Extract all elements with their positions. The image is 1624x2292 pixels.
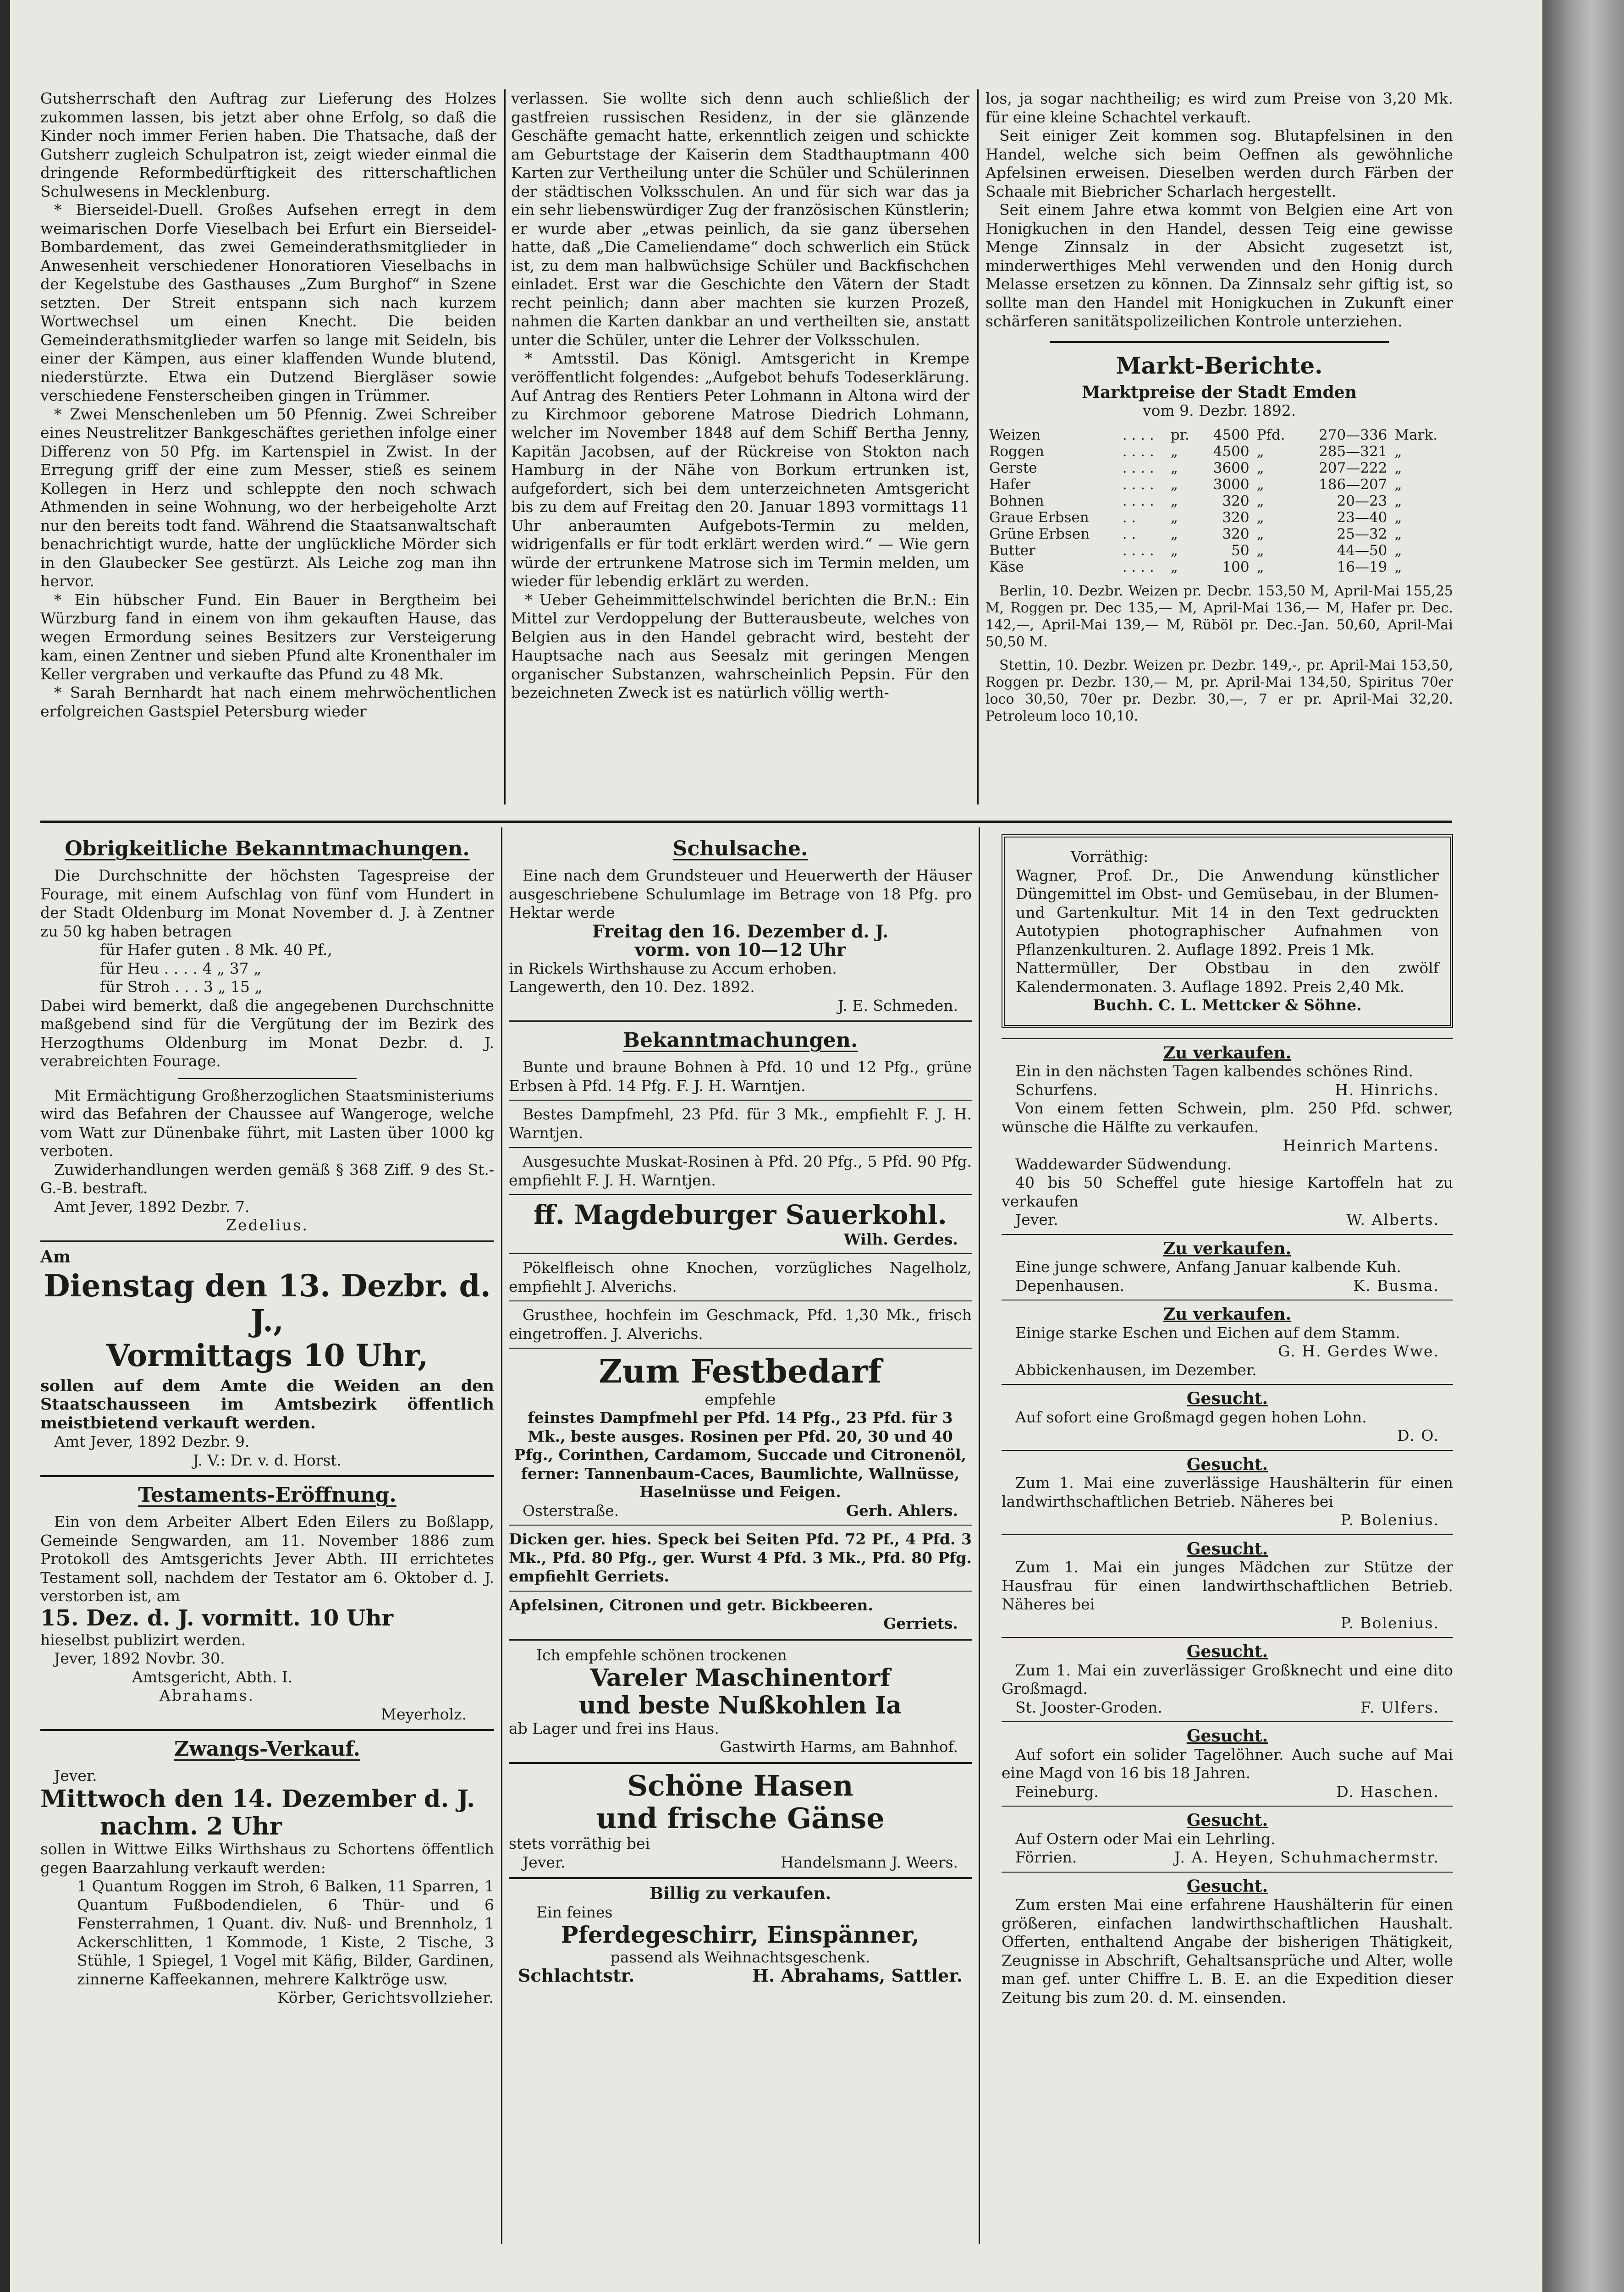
signature: H. Abrahams, Sattler.	[752, 1965, 963, 1986]
signature: Gerriets.	[883, 1614, 958, 1633]
classified-ad	[1002, 1174, 1453, 1229]
market-cell-unit: „	[1256, 525, 1264, 542]
classified-text: Zum 1. Mai ein zuverlässiger Großknecht und eine dito Großmagd.	[1002, 1661, 1453, 1697]
market-cell-price: 44—50	[1337, 542, 1387, 559]
separator	[509, 1020, 972, 1022]
ad-text: Apfelsinen, Citronen und getr. Bickbeeren.	[509, 1596, 873, 1614]
separator	[1002, 1872, 1453, 1873]
place: St. Jooster-Groden.	[1015, 1698, 1162, 1716]
place: Osterstraße.	[523, 1501, 619, 1520]
small-ads-list	[1002, 1038, 1453, 2007]
place: Feineburg.	[1015, 1782, 1099, 1801]
market-cell-qty: 320	[1222, 509, 1250, 526]
ad-text: Ein feines	[536, 1903, 613, 1921]
market-cell-price: 207—222	[1319, 459, 1387, 476]
news-paragraph: * Bierseidel-Duell. Großes Aufsehen erregt in dem weimarischen Dorfe Vieselbach bei Erfurt ein Bierseidel-Bombardement, das zwei Gemeinderathsmitglieder in Anwesenheit verschiedener Honoratioren Vieselbachs in der Kegelstube des Gasthauses „Zum Burghof“ in Szene setzten. Der Streit entspann sich nach kurzem Wortwechsel um einen Knecht. Die beiden Gemeinderathsmitglieder warfen so lange mit Seideln, bis einer der Kämpen, aus einer klaffenden Wunde blutend, niederstürzte. Etwa ein Dutzend Biergläser sowie verschiedene Fensterscheiben gingen in Trümmer.	[40, 201, 496, 404]
notice-text: hieselbst publizirt werden.	[40, 1631, 246, 1649]
classified-text: Einige starke Eschen und Eichen auf dem Stamm.	[1015, 1323, 1400, 1342]
signature: J. A. Heyen, Schuhmachermstr.	[1174, 1848, 1439, 1866]
festbedarf-headline: Zum Festbedarf	[599, 1352, 882, 1391]
school-time: vorm. von 10—12 Uhr	[634, 939, 846, 960]
market-cell-price: 285—321	[1319, 443, 1387, 460]
classified-ad	[1002, 1155, 1453, 1174]
separator	[178, 1078, 357, 1079]
classified-ad	[1002, 1300, 1453, 1361]
market-cell-per: „	[1170, 542, 1178, 559]
ad-text: Bestes Dampfmehl, 23 Pfd. für 3 Mk., empfiehlt F. J. H. Warntjen.	[509, 1105, 972, 1142]
market-cell-dots: . .	[1122, 509, 1136, 526]
signature: Heinrich Martens.	[1283, 1136, 1439, 1154]
classified-ad	[1002, 1450, 1453, 1530]
market-cell-dots: . . . .	[1122, 443, 1154, 460]
market-cell-unit: Pfd.	[1256, 426, 1285, 443]
market-row	[985, 509, 1453, 526]
ad-text: Grusthee, hochfein im Geschmack, Pfd. 1,30 Mk., frisch eingetroffen. J. Alverichs.	[509, 1306, 972, 1343]
market-cell-cur: „	[1394, 459, 1402, 476]
binding-edge	[0, 0, 10, 2292]
ad-subheading: Billig zu verkaufen.	[649, 1884, 831, 1904]
classified-text: Auf sofort eine Großmagd gegen hohen Lohn.	[1015, 1408, 1367, 1426]
classified-heading: Gesucht.	[1186, 1811, 1268, 1830]
classified-heading: Zu verkaufen.	[1163, 1043, 1292, 1063]
separator	[509, 1253, 972, 1254]
classified-signature-line	[1002, 1136, 1453, 1155]
market-cell-per: „	[1170, 492, 1178, 509]
sale-time: nachm. 2 Uhr	[100, 1812, 282, 1840]
market-cell-qty: 4500	[1213, 426, 1250, 443]
classified-signature-line	[1002, 1614, 1453, 1633]
separator	[509, 1591, 972, 1592]
classified-ad	[1002, 1099, 1453, 1155]
classified-text: Auf sofort ein solider Tagelöhner. Auch suche auf Mai eine Magd von 16 bis 18 Jahren.	[1002, 1745, 1453, 1782]
classified-heading: Gesucht.	[1186, 1389, 1268, 1408]
notice-am: Am	[40, 1247, 71, 1267]
pferdegeschirr-headline: Pferdegeschirr, Einspänner,	[561, 1921, 920, 1949]
signature: Gastwirth Harms, am Bahnhof.	[720, 1738, 958, 1756]
place: Schurfens.	[1015, 1080, 1098, 1099]
ad-text: stets vorräthig bei	[509, 1835, 650, 1853]
market-cell-per: „	[1170, 459, 1178, 476]
market-cell-name: Graue Erbsen	[989, 509, 1089, 526]
signature: D. Haschen.	[1336, 1782, 1439, 1801]
market-cell-name: Butter	[989, 542, 1035, 559]
market-row	[985, 526, 1453, 542]
classified-text: Ein in den nächsten Tagen kalbendes schönes Rind.	[1015, 1062, 1413, 1080]
ad-text: Dicken ger. hies. Speck bei Seiten Pfd. 72 Pf., 4 Pfd. 3 Mk., Pfd. 80 Pfg., ger. Wurst 4 Pfd. 3 Mk., Pfd. 80 Pfg. empfiehlt Gerriets.	[509, 1530, 972, 1586]
notice-text: Jever, 1892 Novbr. 30.	[54, 1649, 225, 1668]
market-cell-cur: „	[1394, 476, 1402, 493]
signature: K. Busma.	[1353, 1276, 1439, 1295]
classified-text: Eine junge schwere, Anfang Januar kalbende Kuh.	[1015, 1258, 1401, 1276]
auction-time: Vormittags 10 Uhr,	[106, 1337, 429, 1373]
signature: Wilh. Gerdes.	[843, 1230, 958, 1248]
classified-ad	[1002, 1721, 1453, 1801]
market-cell-qty: 3600	[1213, 459, 1250, 476]
classified-signature-line	[1002, 1427, 1453, 1445]
place: Förrien.	[1015, 1848, 1077, 1866]
market-cell-name: Hafer	[989, 476, 1031, 493]
market-cell-cur: „	[1394, 492, 1402, 509]
market-row	[985, 559, 1453, 575]
separator	[509, 1348, 972, 1349]
ad-place	[509, 1502, 972, 1521]
news-paragraph: verlassen. Sie wollte sich denn auch schließlich der gastfreien russischen Residenz, in der sie glänzende Geschäfte gemacht hatte, erkenntlich zeigen und schickte am Geburtstage der Kaiserin dem Stadthauptmann 400 Karten zur Vertheilung unter die Schüler und Schülerinnen der städtischen Volksschulen. An und für sich war das ja ein sehr liebenswürdiger Zug der französischen Künstlerin; er wurde aber „etwas peinlich, da sie ganz übersehen hatte, daß „Die Cameliendame“ doch schwerlich ein Stück ist, zu dem man halbwüchsige Schüler und Backfischchen einladet. Erst war die Geschichte den Vätern der Stadt recht peinlich; dann aber machten sie kurzen Prozeß, nahmen die Karten dankbar an und vertheilten sie, anstatt unter die Schüler, unter die Lehrer der Volksschulen.	[511, 89, 969, 349]
market-cell-dots: . . . .	[1122, 558, 1154, 575]
market-cell-cur: Mark.	[1394, 426, 1438, 443]
classified-text: Zum ersten Mai eine erfahrene Haushälterin für einen größeren, einfachen landwirthschaftlichen Haushalt. Offerten, enthaltend Angabe der bisherigen Thätigkeit, Zeugnisse in Abschrift, Gehaltsansprüche und Alter, wolle man gef. unter Chiffre L. B. E. an die Expedition dieser Zeitung bis zum 20. d. M. einsenden.	[1002, 1895, 1453, 2006]
market-cell-qty: 3000	[1213, 476, 1250, 493]
ad-text: Bunte und braune Bohnen à Pfd. 10 und 12 Pfg., grüne Erbsen à Pfd. 14 Pfg. F. J. H. Warntjen.	[509, 1058, 972, 1095]
ad-text: Ich empfehle schönen trockenen	[536, 1646, 787, 1664]
notice-text: Die Durchschnitte der höchsten Tagespreise der Fourage, mit einem Aufschlag von fünf vom Hundert in der Stadt Oldenburg im Monat November d. J. à Zentner zu 50 kg haben betragen	[40, 866, 494, 940]
market-stettin: Stettin, 10. Dezbr. Weizen pr. Dezbr. 149,-, pr. April-Mai 153,50, Roggen pr. Dezbr. 130,— M, pr. April-Mai 134,50, Spiritus 70er loco 30,50, 70er pr. Dezbr. 30,—, 7 er pr. April-Mai 32,20. Petroleum loco 10,10.	[985, 657, 1453, 724]
ad-column-3	[1002, 834, 1453, 2246]
fodder-price: für Hafer guten . 8 Mk. 40 Pf.,	[100, 941, 333, 959]
news-paragraph: * Ueber Geheimmittelschwindel berichten die Br.N.: Ein Mittel zur Verdoppelung der Butterausbeute, welches von Belgien aus in den Handel gebracht wird, besteht der Hauptsache nach aus Seesalz mit geringen Mengen organischer Substanzen, wahrscheinlich Pepsin. Für den bezeichneten Zweck ist es natürlich völlig werth-	[511, 590, 969, 701]
market-cell-price: 25—32	[1337, 525, 1387, 542]
market-cell-name: Grüne Erbsen	[989, 525, 1090, 542]
market-cell-price: 16—19	[1337, 558, 1387, 575]
market-cell-per: pr.	[1170, 426, 1189, 443]
column-divider	[501, 827, 502, 2244]
notice-text: Dabei wird bemerkt, daß die angegebenen Durchschnitte maßgebend sind für die Vergütung der im Bezirk des Herzogthums Oldenburg im Monat Dezbr. d. J. verabreichten Fourage.	[40, 996, 494, 1070]
separator	[509, 1300, 972, 1301]
ad-place	[509, 1853, 972, 1872]
torf-headline: Vareler Maschinentorf	[590, 1664, 891, 1692]
separator	[1002, 1637, 1453, 1638]
signature: Handelsmann J. Weers.	[781, 1853, 958, 1871]
signature: P. Bolenius.	[1340, 1614, 1439, 1632]
signature: H. Hinrichs.	[1335, 1080, 1439, 1099]
market-cell-unit: „	[1256, 558, 1264, 575]
signature: J. V.: Dr. v. d. Horst.	[193, 1451, 342, 1469]
market-berlin: Berlin, 10. Dezbr. Weizen pr. Decbr. 153,50 M, April-Mai 155,25 M, Roggen pr. Dec 135,— M, April-Mai 136,— M, Hafer pr. Dec. 142,—, April-Mai 139,— M, Rüböl pr. Dec.-Jan. 50,60, April-Mai 50,50 M.	[985, 583, 1453, 650]
market-row	[985, 427, 1453, 443]
market-date: vom 9. Dezbr. 1892.	[1142, 402, 1296, 419]
market-cell-dots: . . . .	[1122, 542, 1154, 559]
separator	[509, 1100, 972, 1101]
signature: F. Ulfers.	[1360, 1698, 1439, 1716]
news-column-2	[511, 89, 969, 804]
notice-text: Zuwiderhandlungen werden gemäß § 368 Ziff. 9 des St.-G.-B. bestraft.	[40, 1160, 494, 1197]
testament-heading: Testaments-Eröffnung.	[138, 1483, 396, 1507]
market-row	[985, 460, 1453, 476]
place: Schlachtstr.	[518, 1965, 635, 1986]
market-cell-qty: 4500	[1213, 443, 1250, 460]
market-subheading: Marktpreise der Stadt Emden	[1082, 382, 1357, 402]
market-cell-qty: 100	[1222, 558, 1250, 575]
market-cell-per: „	[1170, 558, 1178, 575]
news-paragraph: Seit einem Jahre etwa kommt von Belgien eine Art von Honigkuchen in den Handel, dessen Teig eine gewisse Menge Zinnsalz in der Absicht zugesetzt ist, minderwerthiges Mehl verwenden und den Honig durch Melasse ersetzen zu können. Da Zinnsalz sehr giftig ist, so sollte man den Handel mit Honigkuchen in Zukunft einer schärferen sanitätspolizeilichen Kontrole unterziehen.	[985, 201, 1453, 330]
classified-signature-line	[1002, 1511, 1453, 1530]
testament-date: 15. Dez. d. J. vormitt. 10 Uhr	[40, 1605, 393, 1631]
gaense-headline: und frische Gänse	[596, 1802, 885, 1835]
market-cell-unit: „	[1256, 476, 1264, 493]
market-cell-cur: „	[1394, 542, 1402, 559]
market-cell-price: 20—23	[1337, 492, 1387, 509]
market-price-table	[985, 427, 1453, 575]
signature: Körber, Gerichtsvollzieher.	[277, 1989, 494, 2007]
market-cell-dots: . . . .	[1122, 492, 1154, 509]
signature: D. O.	[1397, 1427, 1439, 1444]
place: Jever.	[1015, 1211, 1058, 1229]
classified-ad	[1002, 1872, 1453, 2007]
classified-ad	[1002, 1384, 1453, 1445]
separator	[509, 1639, 972, 1641]
news-paragraph: Seit einiger Zeit kommen sog. Blutapfelsinen in den Handel, welche sich beim Oeffnen als gewöhnliche Apfelsinen erweisen. Dieselben werden durch Färben der Schaale mit Biebricher Scharlach hergestellt.	[985, 127, 1453, 200]
classified-text: 40 bis 50 Scheffel gute hiesige Kartoffeln hat zu verkaufen	[1002, 1174, 1453, 1210]
market-cell-dots: . . . .	[1122, 426, 1154, 443]
separator	[509, 1877, 972, 1879]
ad-text: feinstes Dampfmehl per Pfd. 14 Pfg., 23 Pfd. für 3 Mk., beste ausges. Rosinen per Pfd. 20, 30 und 40 Pfg., Corinthen, Cardamom, Succade und Citronenöl,	[514, 1409, 967, 1464]
market-cell-name: Gerste	[989, 459, 1037, 476]
market-row	[985, 542, 1453, 559]
market-cell-price: 186—207	[1319, 476, 1387, 493]
ad-text: ab Lager und frei ins Haus.	[509, 1719, 719, 1737]
signature: P. Bolenius.	[1340, 1511, 1439, 1529]
market-cell-dots: . . . .	[1122, 476, 1154, 493]
ad-text: Ausgesuchte Muskat-Rosinen à Pfd. 20 Pfg., 5 Pfd. 90 Pfg. empfiehlt F. J. H. Warntjen.	[509, 1152, 972, 1189]
notice-text: Amtsgericht, Abth. I.	[132, 1668, 293, 1686]
ad-text: Wagner, Prof. Dr., Die Anwendung künstlicher Düngemittel im Obst- und Gemüsebau, in der Blumen- und Gartenkultur. Mit 14 in den Text gedruckten Autotypien photographischer Aufnahmen von Pflanzenkulturen. 2. Auflage 1892. Preis 1 Mk.	[1016, 866, 1439, 959]
column-divider	[979, 827, 980, 2244]
separator	[1002, 1806, 1453, 1807]
ad-text: passend als Weihnachtsgeschenk.	[610, 1948, 870, 1966]
fodder-price: für Heu . . . . 4 „ 37 „	[100, 959, 262, 977]
classified-signature-line	[1002, 1848, 1453, 1867]
classified-heading: Gesucht.	[1186, 1726, 1268, 1746]
classified-ad	[1002, 1637, 1453, 1717]
column-divider	[977, 89, 979, 804]
market-cell-cur: „	[1394, 558, 1402, 575]
signature: J. E. Schmeden.	[837, 996, 958, 1014]
kohlen-headline: und beste Nußkohlen Ia	[578, 1691, 902, 1719]
school-date: Freitag den 16. Dezember d. J.	[592, 920, 889, 942]
market-cell-per: „	[1170, 509, 1178, 526]
market-cell-cur: „	[1394, 509, 1402, 526]
school-heading: Schulsache.	[672, 837, 808, 860]
market-cell-qty: 320	[1222, 492, 1250, 509]
notice-text: Mit Ermächtigung Großherzoglichen Staatsministeriums wird das Befahren der Chaussee auf Wangeroge, welche vom Watt zur Dünenbake führt, mit Lasten über 1000 kg verboten.	[40, 1086, 494, 1160]
classified-signature-line	[1002, 1698, 1453, 1717]
classified-ad	[1002, 1234, 1453, 1295]
ad-text: empfehle	[705, 1390, 776, 1408]
notice-text: Ein von dem Arbeiter Albert Eden Eilers zu Boßlapp, Gemeinde Sengwarden, am 11. November 1886 zum Protokoll des Amtsgerichts Jever Abth. III errichtetes Testament soll, nachdem der Testator am 6. Oktober d. J. verstorben ist, am	[40, 1513, 494, 1605]
market-cell-price: 23—40	[1337, 509, 1387, 526]
classified-text: Abbickenhausen, im Dezember.	[1015, 1361, 1257, 1379]
column-divider	[504, 89, 506, 804]
classified-signature-line	[1002, 1081, 1453, 1100]
market-cell-cur: „	[1394, 525, 1402, 542]
fodder-price: für Stroh . . . 3 „ 15 „	[100, 978, 263, 996]
classified-heading: Gesucht.	[1186, 1642, 1268, 1661]
notice-text: Amt Jever, 1892 Dezbr. 9.	[54, 1432, 250, 1451]
notice-text: sollen auf dem Amte die Weiden an den Staatschausseen im Amtsbezirk öffentlich meistbietend verkauft werden.	[40, 1376, 494, 1432]
classified-ad	[1002, 1361, 1453, 1380]
market-cell-per: „	[1170, 525, 1178, 542]
market-cell-unit: „	[1256, 459, 1264, 476]
notice-text: Langewerth, den 10. Dez. 1892.	[509, 978, 755, 996]
classified-heading: Zu verkaufen.	[1163, 1305, 1292, 1324]
market-cell-price: 270—336	[1319, 426, 1387, 443]
signature: Buchh. C. L. Mettcker & Söhne.	[1093, 996, 1362, 1014]
classified-text: Zum 1. Mai eine zuverlässige Haushälterin für einen landwirthschaftlichen Betrieb. Näheres bei	[1002, 1474, 1453, 1510]
place: Jever.	[523, 1853, 566, 1871]
market-cell-unit: „	[1256, 509, 1264, 526]
market-cell-name: Weizen	[989, 426, 1041, 443]
ad-text: Nattermüller, Der Obstbau in den zwölf Kalendermonaten. 3. Auflage 1892. Preis 2,40 Mk.	[1016, 959, 1439, 996]
news-paragraph: los, ja sogar nachtheilig; es wird zum Preise von 3,20 Mk. für eine kleine Schachtel verkauft.	[985, 89, 1453, 126]
market-cell-dots: . . . .	[1122, 459, 1154, 476]
separator	[1002, 1450, 1453, 1451]
market-cell-per: „	[1170, 476, 1178, 493]
signature: Zedelius.	[226, 1216, 308, 1234]
separator	[40, 1475, 494, 1477]
notice-text: in Rickels Wirthshause zu Accum erhoben.	[509, 959, 837, 977]
classified-text: Auf Ostern oder Mai ein Lehrling.	[1015, 1829, 1276, 1848]
market-cell-unit: „	[1256, 542, 1264, 559]
separator	[1002, 1721, 1453, 1722]
separator	[1002, 1384, 1453, 1385]
bookshop-ad-box	[1002, 834, 1453, 1028]
news-paragraph: * Sarah Bernhardt hat nach einem mehrwöchentlichen erfolgreichen Gastspiel Petersburg wieder	[40, 683, 496, 720]
news-paragraph: * Amtsstil. Das Königl. Amtsgericht in Krempe veröffentlicht folgendes: „Aufgebot behufs Todeserklärung. Auf Antrag des Rentiers Peter Lohmann in Altona wird der zu Kirchmoor geborene Matrose Diedrich Lohmann, welcher im November 1848 auf dem Schiff Bertha Jenny, Kapitän Jacobsen, auf der Rückreise von Stokton nach Hamburg in der Nähe von Borkum ertrunken ist, aufgefordert, sich bei dem unterzeichneten Amtsgericht bis zu dem auf Freitag den 20. Januar 1893 vormittags 11 Uhr anberaumten Aufgebots-Termin zu melden, widrigenfalls er für todt erklärt werden wird.“ — Wie gern würde der ertrunkene Matrose sich im Termin melden, um wieder für lebendig erklärt zu werden.	[511, 349, 969, 590]
ad-column-2	[509, 834, 972, 2246]
classified-heading: Zu verkaufen.	[1163, 1239, 1292, 1258]
classified-signature-line	[1002, 1342, 1453, 1361]
place: Depenhausen.	[1015, 1276, 1125, 1295]
classified-text: Waddewarder Südwendung.	[1015, 1155, 1232, 1173]
auction-date: Dienstag den 13. Dezbr. d. J.,	[44, 1268, 491, 1339]
news-paragraph: * Zwei Menschenleben um 50 Pfennig. Zwei Schreiber eines Neustrelitzer Bankgeschäftes geriethen infolge einer Differenz von 50 Pfg. im Kartenspiel in Zwist. In der Erregung griff der eine zum Messer, stieß es seinem Kollegen in Herz und schleppte den noch schwach Athmenden in seine Wohnung, wo der herbeigeholte Arzt nur den bereits todt fand. Während die Staatsanwaltschaft benachrichtigt wurde, hatte der unglückliche Mörder sich in den Glaubecker See gestürzt. Als Leiche zog man ihn hervor.	[40, 405, 496, 590]
signature: Gerh. Ahlers.	[846, 1501, 958, 1520]
market-cell-dots: . .	[1122, 525, 1136, 542]
market-cell-name: Bohnen	[989, 492, 1044, 509]
page-edge-shadow	[1542, 0, 1624, 2292]
ad-place	[509, 1967, 972, 1985]
classified-signature-line	[1002, 1277, 1453, 1295]
news-column-1	[40, 89, 496, 804]
notice-text: Eine nach dem Grundsteuer und Heuerwerth der Häuser ausgeschriebene Schulumlage im Betrage von 18 Pfg. pro Hektar werde	[509, 866, 972, 921]
classified-heading: Gesucht.	[1186, 1539, 1268, 1559]
sale-date: Mittwoch den 14. Dezember d. J.	[40, 1785, 475, 1813]
signature: G. H. Gerdes Wwe.	[1278, 1342, 1439, 1360]
separator	[509, 1194, 972, 1195]
hasen-headline: Schöne Hasen	[627, 1769, 853, 1802]
separator	[509, 1525, 972, 1526]
news-paragraph: Gutsherrschaft den Auftrag zur Lieferung des Holzes zukommen lassen, bis jetzt aber ohne Erfolg, so daß die Kinder noch immer Ferien haben. Die Thatsache, daß der Gutsherr zugleich Schulpatron ist, zeigt wieder einmal die dringende Reformbedürftigkeit des ritterschaftlichen Schulwesens in Mecklenburg.	[40, 89, 496, 200]
notice-text: 1 Quantum Roggen im Stroh, 6 Balken, 11 Sparren, 1 Quantum Fußbodendielen, 6 Thür- und 6 Fensterrahmen, 1 Quant. div. Nuß- und Brennholz, 1 Ackerschlitten, 1 Kommode, 1 Kiste, 2 Tische, 3 Stühle, 1 Spiegel, 1 Vogel mit Käfig, Bilder, Gardinen, zinnerne Kaffeekannen, mehrere Kalktröge usw.	[77, 1877, 494, 1988]
ad-text: ferner: Tannenbaum-Caces, Baumlichte, Wallnüsse, Haselnüsse und Feigen.	[521, 1464, 960, 1501]
classified-heading: Gesucht.	[1186, 1455, 1268, 1474]
separator	[509, 1147, 972, 1148]
official-notices-heading: Obrigkeitliche Bekanntmachungen.	[65, 837, 470, 860]
sauerkohl-headline: ff. Magdeburger Sauerkohl.	[534, 1199, 947, 1230]
ad-text: Pökelfleisch ohne Knochen, vorzügliches Nagelholz, empfiehlt J. Alverichs.	[509, 1259, 972, 1295]
market-row	[985, 443, 1453, 460]
market-row	[985, 476, 1453, 493]
forced-sale-heading: Zwangs-Verkauf.	[174, 1737, 361, 1761]
classified-ad	[1002, 1806, 1453, 1867]
classified-text: Von einem fetten Schwein, plm. 250 Pfd. schwer, wünsche die Hälfte zu verkaufen.	[1002, 1099, 1453, 1136]
separator	[509, 1762, 972, 1764]
market-cell-qty: 320	[1222, 525, 1250, 542]
news-paragraph: * Ein hübscher Fund. Ein Bauer in Bergtheim bei Würzburg fand in einem von ihm gekauften Hause, das wegen Ermordung seines Besitzers zur Versteigerung kam, einen Zentner und sieben Pfund alte Kronenthaler im Keller vergraben und verkaufte das Pfund zu 48 Mk.	[40, 590, 496, 683]
separator	[1050, 341, 1389, 343]
classified-ad	[1002, 1038, 1453, 1100]
signature: Abrahams.	[160, 1686, 255, 1705]
market-row	[985, 493, 1453, 509]
notice-text: sollen in Wittwe Eilks Wirthshaus zu Schortens öffentlich gegen Baarzahlung verkauft werden:	[40, 1840, 494, 1877]
separator	[1002, 1038, 1453, 1039]
market-cell-name: Roggen	[989, 443, 1045, 460]
market-cell-name: Käse	[989, 558, 1024, 575]
market-cell-unit: „	[1256, 443, 1264, 460]
section-divider	[40, 821, 1452, 823]
classified-signature-line	[1002, 1783, 1453, 1802]
market-cell-cur: „	[1394, 443, 1402, 460]
market-heading: Markt-Berichte.	[1116, 352, 1323, 379]
market-cell-qty: 50	[1231, 542, 1250, 559]
market-cell-unit: „	[1256, 492, 1264, 509]
separator	[40, 1240, 494, 1242]
separator	[40, 1729, 494, 1731]
classified-ad	[1002, 1534, 1453, 1633]
classified-text: Zum 1. Mai ein junges Mädchen zur Stütze der Hausfrau für einen landwirthschaftlichen Betrieb. Näheres bei	[1002, 1558, 1453, 1613]
ad-text: Vorräthig:	[1071, 848, 1149, 865]
classified-signature-line	[1002, 1211, 1453, 1229]
signature: W. Alberts.	[1346, 1211, 1439, 1229]
separator	[1002, 1534, 1453, 1535]
separator	[1002, 1234, 1453, 1235]
ad-column-1	[40, 834, 494, 2246]
news-column-3	[985, 89, 1453, 804]
market-cell-per: „	[1170, 443, 1178, 460]
signature: Meyerholz.	[381, 1705, 467, 1723]
notice-text: Amt Jever, 1892 Dezbr. 7.	[54, 1197, 250, 1216]
announcements-heading: Bekanntmachungen.	[622, 1029, 858, 1052]
place: Jever.	[54, 1767, 97, 1785]
classified-heading: Gesucht.	[1186, 1876, 1268, 1896]
